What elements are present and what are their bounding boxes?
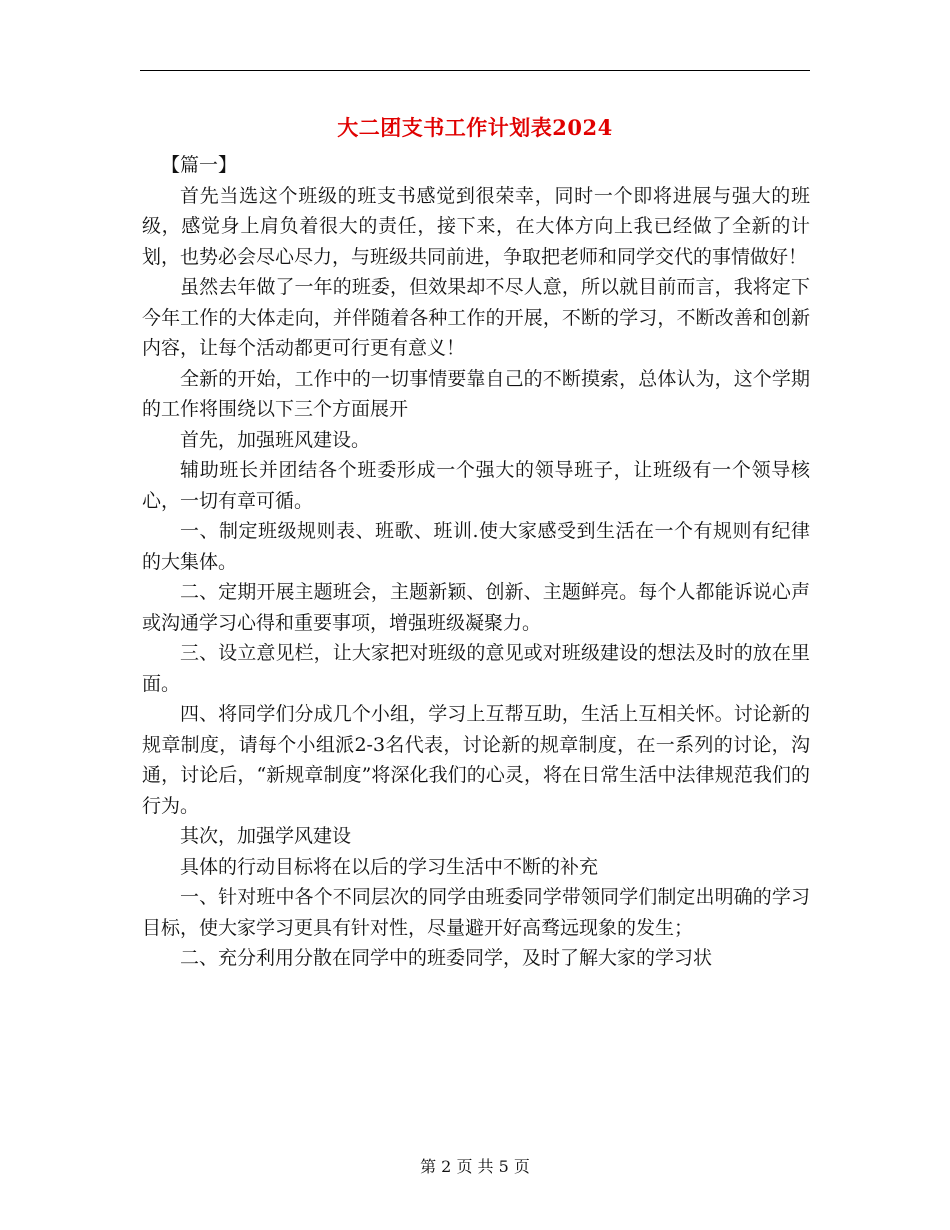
document-body — [142, 150, 810, 974]
paragraph: 四、将同学们分成几个小组，学习上互帮互助，生活上互相关怀。讨论新的规章制度，请每个小组派2-3名代表，讨论新的规章制度，在一系列的讨论，沟通，讨论后，“新规章制度”将深化我们的心灵，将在日常生活中法律规范我们的行为。 — [142, 703, 810, 817]
paragraph: 其次，加强学风建设 — [180, 825, 352, 847]
paragraph: 具体的行动目标将在以后的学习生活中不断的补充 — [180, 855, 599, 878]
paragraph: 辅助班长并团结各个班委形成一个强大的领导班子，让班级有一个领导核心，一切有章可循。 — [142, 459, 810, 512]
paragraph: 一、制定班级规则表、班歌、班训.使大家感受到生活在一个有规则有纪律的大集体。 — [142, 520, 810, 573]
section-label: 【篇一】 — [161, 154, 238, 176]
paragraph: 首先当选这个班级的班支书感觉到很荣幸，同时一个即将进展与强大的班级，感觉身上肩负着很大的责任，接下来，在大体方向上我已经做了全新的计划，也势必会尽心尽力，与班级共同前进，争取把老师和同学交代的事情做好！ — [142, 184, 810, 268]
paragraph: 三、设立意见栏，让大家把对班级的意见或对班级建设的想法及时的放在里面。 — [142, 642, 810, 695]
paragraph: 虽然去年做了一年的班委，但效果却不尽人意，所以就目前而言，我将定下今年工作的大体走向，并伴随着各种工作的开展，不断的学习，不断改善和创新内容，让每个活动都更可行更有意义！ — [142, 276, 810, 359]
document-title: 大二团支书工作计划表2024 — [337, 115, 613, 140]
paragraph: 二、充分利用分散在同学中的班委同学，及时了解大家的学习状 — [180, 947, 713, 969]
header-rule — [140, 70, 810, 71]
paragraph: 一、针对班中各个不同层次的同学由班委同学带领同学们制定出明确的学习目标，使大家学习更具有针对性，尽量避开好高骛远现象的发生； — [142, 886, 810, 939]
page-number: 第 2 页 共 5 页 — [420, 1157, 530, 1176]
paragraph: 全新的开始，工作中的一切事情要靠自己的不断摸索，总体认为，这个学期的工作将围绕以下三个方面展开 — [142, 367, 810, 420]
paragraph: 首先，加强班风建设。 — [180, 428, 371, 451]
paragraph: 二、定期开展主题班会，主题新颖、创新、主题鲜亮。每个人都能诉说心声或沟通学习心得和重要事项，增强班级凝聚力。 — [142, 581, 810, 634]
